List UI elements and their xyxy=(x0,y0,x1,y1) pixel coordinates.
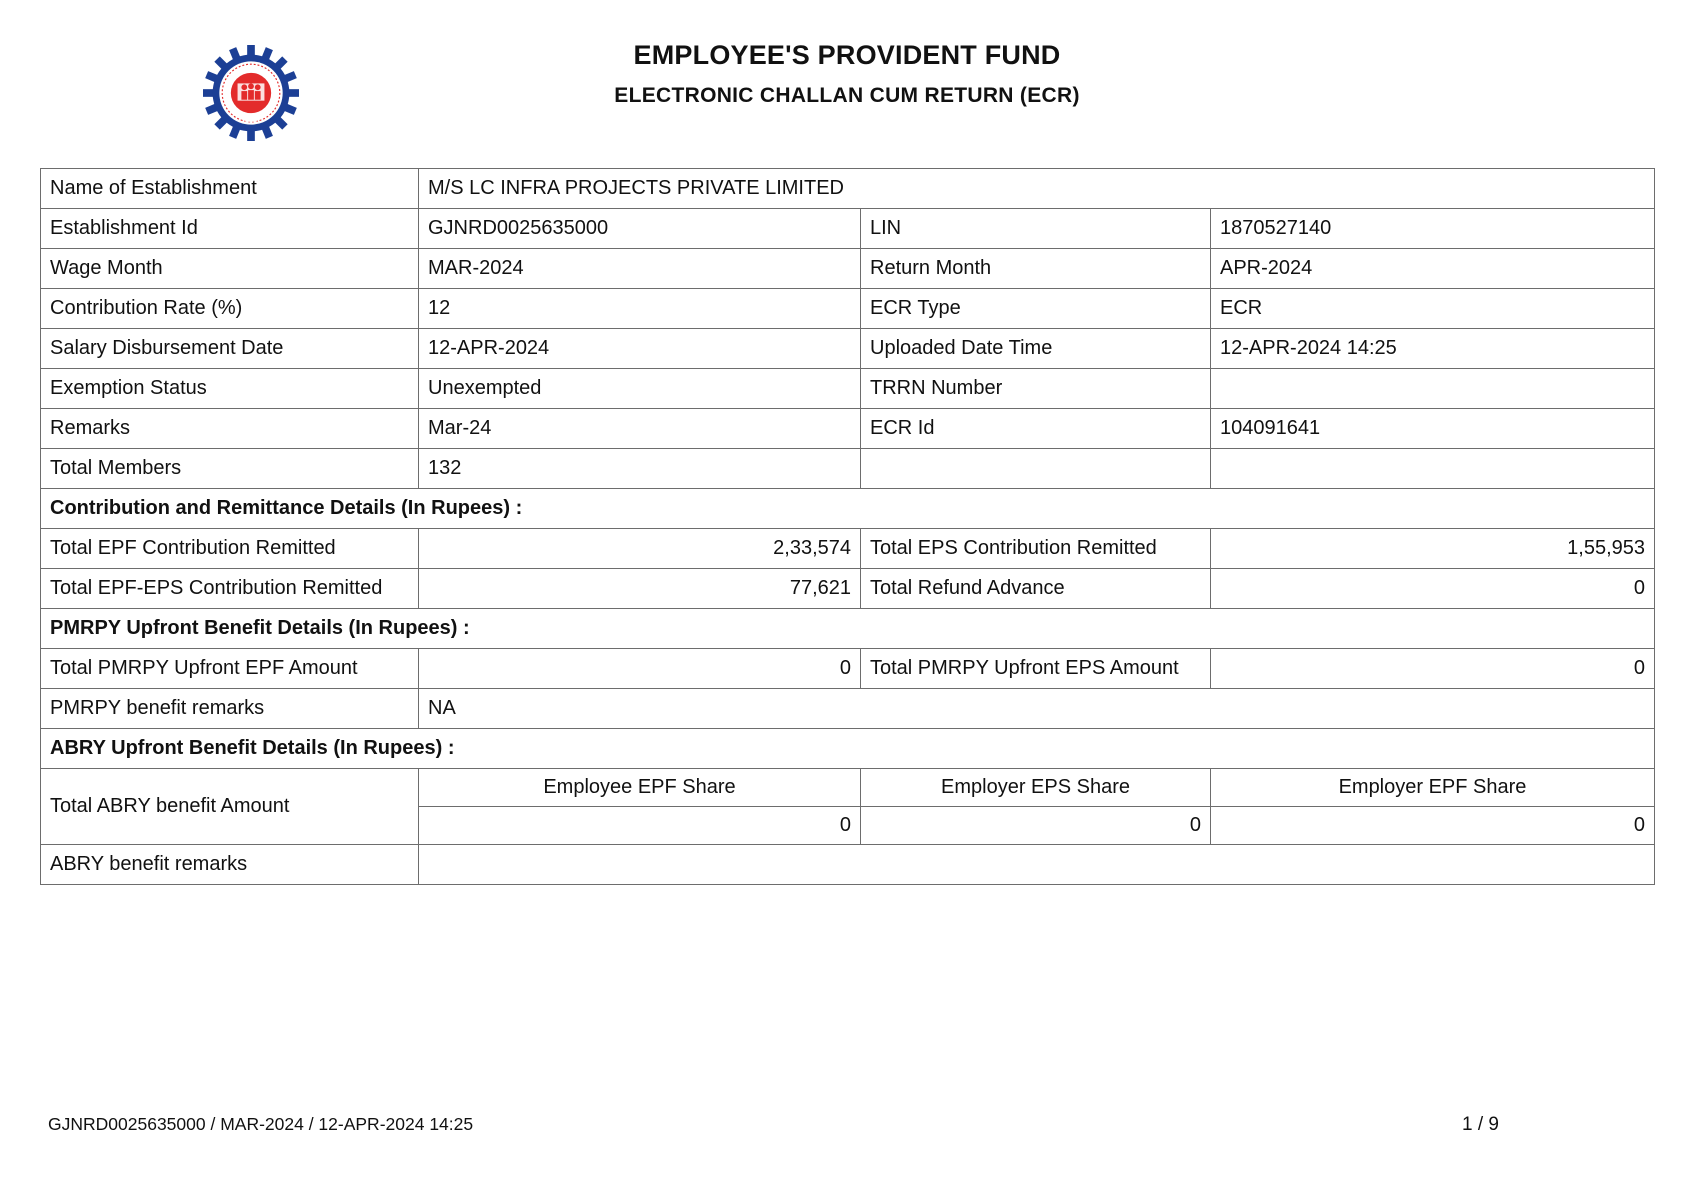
pmrpy-epf-label: Total PMRPY Upfront EPF Amount xyxy=(41,649,419,689)
uploaded-datetime-label: Uploaded Date Time xyxy=(861,329,1211,369)
abry-employee-epf-header: Employee EPF Share xyxy=(419,769,861,807)
total-epf-eps-value: 77,621 xyxy=(419,569,861,609)
table-row xyxy=(41,409,1655,449)
page-number: 1 / 9 xyxy=(1462,1114,1499,1135)
pmrpy-eps-value: 0 xyxy=(1211,649,1655,689)
pmrpy-remarks-value: NA xyxy=(419,689,1655,729)
table-row xyxy=(41,329,1655,369)
ecr-id-value: 104091641 xyxy=(1211,409,1655,449)
total-eps-value: 1,55,953 xyxy=(1211,529,1655,569)
total-epf-value: 2,33,574 xyxy=(419,529,861,569)
abry-employee-epf-value: 0 xyxy=(419,807,861,845)
table-row xyxy=(41,529,1655,569)
abry-employer-epf-value: 0 xyxy=(1211,807,1655,845)
table-row xyxy=(41,289,1655,329)
uploaded-datetime-value: 12-APR-2024 14:25 xyxy=(1211,329,1655,369)
pmrpy-remarks-label: PMRPY benefit remarks xyxy=(41,689,419,729)
lin-value: 1870527140 xyxy=(1211,209,1655,249)
return-month-value: APR-2024 xyxy=(1211,249,1655,289)
table-row xyxy=(41,569,1655,609)
establishment-id-label: Establishment Id xyxy=(41,209,419,249)
abry-section-heading: ABRY Upfront Benefit Details (In Rupees) : xyxy=(41,729,1655,769)
section-heading-row xyxy=(41,609,1655,649)
table-row xyxy=(41,689,1655,729)
ecr-details-table xyxy=(40,168,1655,885)
total-members-value: 132 xyxy=(419,449,861,489)
establishment-name-value: M/S LC INFRA PROJECTS PRIVATE LIMITED xyxy=(419,169,1655,209)
abry-employer-eps-header: Employer EPS Share xyxy=(861,769,1211,807)
ecr-type-label: ECR Type xyxy=(861,289,1211,329)
total-eps-label: Total EPS Contribution Remitted xyxy=(861,529,1211,569)
exemption-status-value: Unexempted xyxy=(419,369,861,409)
table-row xyxy=(41,649,1655,689)
contribution-section-heading: Contribution and Remittance Details (In Rupees) : xyxy=(41,489,1655,529)
table-row xyxy=(41,769,1655,807)
contribution-rate-value: 12 xyxy=(419,289,861,329)
section-heading-row xyxy=(41,489,1655,529)
establishment-name-label: Name of Establishment xyxy=(41,169,419,209)
table-row xyxy=(41,249,1655,289)
table-row xyxy=(41,449,1655,489)
total-members-label: Total Members xyxy=(41,449,419,489)
section-heading-row xyxy=(41,729,1655,769)
contribution-rate-label: Contribution Rate (%) xyxy=(41,289,419,329)
trrn-number-label: TRRN Number xyxy=(861,369,1211,409)
page-subtitle: ELECTRONIC CHALLAN CUM RETURN (ECR) xyxy=(614,84,1080,107)
pmrpy-eps-label: Total PMRPY Upfront EPS Amount xyxy=(861,649,1211,689)
salary-date-label: Salary Disbursement Date xyxy=(41,329,419,369)
empty-cell xyxy=(861,449,1211,489)
wage-month-label: Wage Month xyxy=(41,249,419,289)
lin-label: LIN xyxy=(861,209,1211,249)
empty-cell xyxy=(1211,449,1655,489)
table-row xyxy=(41,209,1655,249)
pmrpy-epf-value: 0 xyxy=(419,649,861,689)
abry-employer-epf-header: Employer EPF Share xyxy=(1211,769,1655,807)
ecr-id-label: ECR Id xyxy=(861,409,1211,449)
establishment-id-value: GJNRD0025635000 xyxy=(419,209,861,249)
exemption-status-label: Exemption Status xyxy=(41,369,419,409)
table-row xyxy=(41,845,1655,885)
abry-total-label: Total ABRY benefit Amount xyxy=(41,769,419,845)
abry-remarks-label: ABRY benefit remarks xyxy=(41,845,419,885)
total-epf-label: Total EPF Contribution Remitted xyxy=(41,529,419,569)
remarks-value: Mar-24 xyxy=(419,409,861,449)
return-month-label: Return Month xyxy=(861,249,1211,289)
salary-date-value: 12-APR-2024 xyxy=(419,329,861,369)
page-title: EMPLOYEE'S PROVIDENT FUND xyxy=(633,40,1061,70)
total-refund-advance-value: 0 xyxy=(1211,569,1655,609)
table-row xyxy=(41,369,1655,409)
trrn-number-value xyxy=(1211,369,1655,409)
abry-employer-eps-value: 0 xyxy=(861,807,1211,845)
abry-remarks-value xyxy=(419,845,1655,885)
total-epf-eps-label: Total EPF-EPS Contribution Remitted xyxy=(41,569,419,609)
pmrpy-section-heading: PMRPY Upfront Benefit Details (In Rupees) : xyxy=(41,609,1655,649)
table-row xyxy=(41,169,1655,209)
footer-reference: GJNRD0025635000 / MAR-2024 / 12-APR-2024 14:25 xyxy=(48,1114,474,1134)
ecr-type-value: ECR xyxy=(1211,289,1655,329)
remarks-label: Remarks xyxy=(41,409,419,449)
total-refund-advance-label: Total Refund Advance xyxy=(861,569,1211,609)
wage-month-value: MAR-2024 xyxy=(419,249,861,289)
